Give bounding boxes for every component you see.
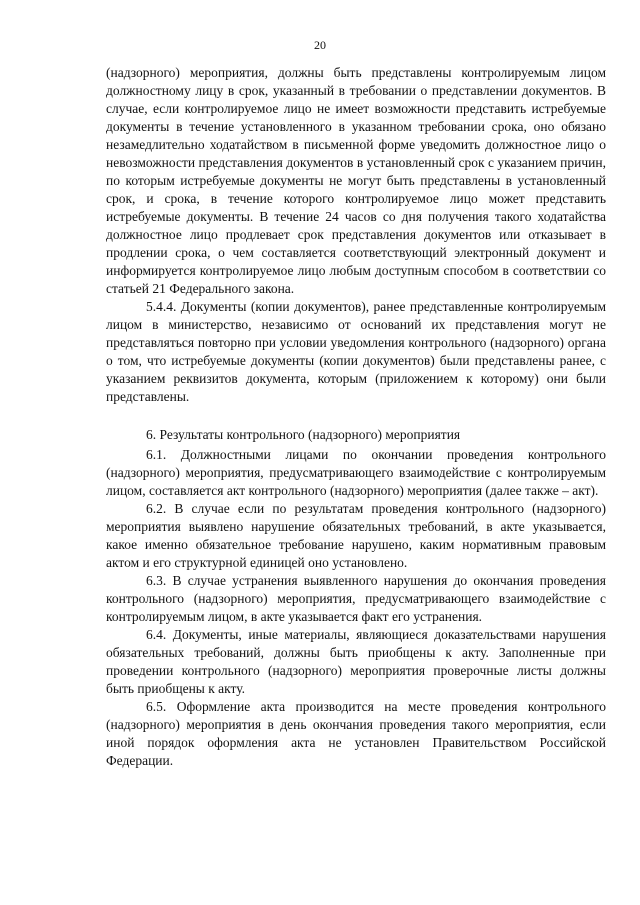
paragraph-6-1: 6.1. Должностными лицами по окончании проведения контрольного (надзорного) мероприятия, предусматривающего взаимодействие с контролируемым лицом, составляется акт контрольного (надзорного) мероприятия (далее также – акт). — [106, 447, 606, 498]
document-body — [106, 64, 606, 770]
paragraph-6-5: 6.5. Оформление акта производится на месте проведения контрольного (надзорного) мероприятия в день окончания проведения такого мероприятия, если иной порядок оформления акта не установлен Правительством Российской Федерации. — [106, 699, 606, 768]
paragraph-6-4: 6.4. Документы, иные материалы, являющиеся доказательствами нарушения обязательных требований, должны быть приобщены к акту. Заполненные при проведении контрольного (надзорного) мероприятия проверочные листы должны быть приобщены к акту. — [106, 627, 606, 696]
section-heading-6: 6. Результаты контрольного (надзорного) мероприятия — [146, 427, 461, 442]
paragraph-6-2: 6.2. В случае если по результатам проведения контрольного (надзорного) мероприятия выявлено нарушение обязательных требований, в акте указывается, какое именно обязательное требование нарушено, каким нормативным правовым актом и его структурной единицей оно установлено. — [106, 501, 606, 570]
paragraph-5-4-4: 5.4.4. Документы (копии документов), ранее представленные контролируемым лицом в министерство, независимо от оснований их представления могут не представляться повторно при условии уведомления контрольного (надзорного) органа о том, что истребуемые документы (копии документов) были представлены ранее, с указанием реквизитов документа, которым (приложением к которому) они были представлены. — [106, 299, 606, 404]
page-number: 20 — [314, 38, 326, 52]
paragraph-continuation: (надзорного) мероприятия, должны быть представлены контролируемым лицом должностному лицу в срок, указанный в требовании о представлении документов. В случае, если контролируемое лицо не имеет возможности представить истребуемые документы в течение установленного в указанном требовании срока, оно обязано незамедлительно ходатайством в письменной форме уведомить должностное лицо о невозможности представления документов в установленный срок с указанием причин, по которым истребуемые документы не могут быть представлены в установленный срок, и срока, в течение которого контролируемое лицо может представить истребуемые документы. В течение 24 часов со дня получения такого ходатайства должностное лицо продлевает срок представления документов или отказывает в продлении срока, о чем составляется соответствующий электронный документ и информируется контролируемое лицо любым доступным способом в соответствии со статьей 21 Федерального закона. — [106, 65, 606, 296]
paragraph-6-3: 6.3. В случае устранения выявленного нарушения до окончания проведения контрольного (надзорного) мероприятия, предусматривающего взаимодействие с контролируемым лицом, в акте указывается факт его устранения. — [106, 573, 606, 624]
